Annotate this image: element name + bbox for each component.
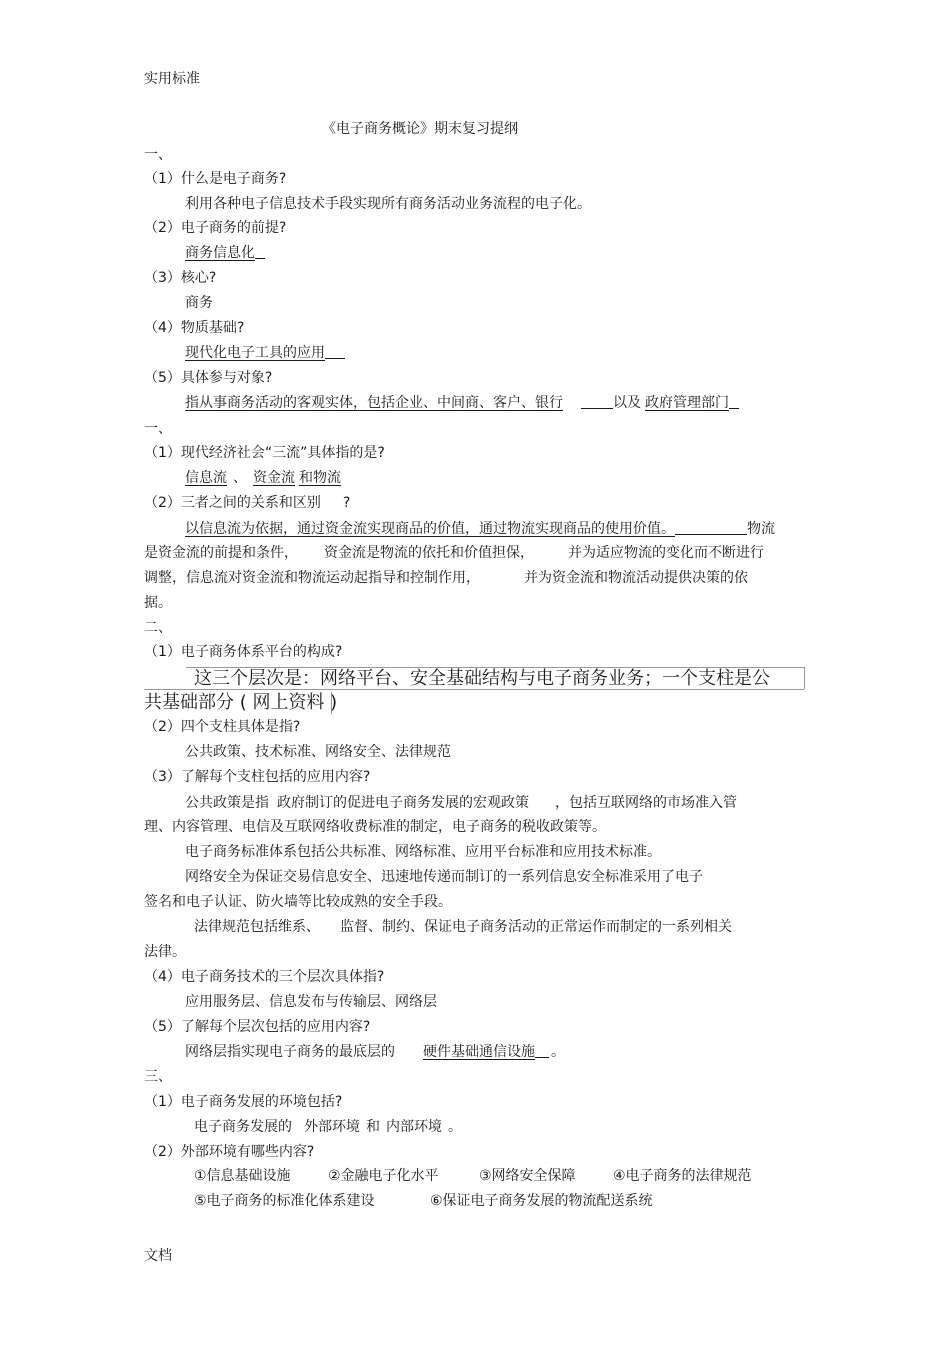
answer-connector: 以及 [613, 395, 641, 411]
paragraph-line: 理、内容管理、电信及互联网络收费标准的制定，电子商务的税收政策等。 [144, 819, 606, 835]
question: （1）什么是电子商务? [144, 171, 287, 187]
answer [185, 344, 345, 362]
pasted-text: 共基础部分 ( 网上资料 ) [144, 692, 338, 713]
paragraph-line: 据。 [144, 595, 172, 611]
answer-underlined: 硬件基础通信设施 [423, 1044, 535, 1060]
answer: 利用各种电子信息技术手段实现所有商务活动业务流程的电子化。 [185, 196, 591, 212]
question: （5）了解每个层次包括的应用内容? [144, 1019, 371, 1035]
paragraph-line [144, 569, 748, 587]
page-footer: 文档 [144, 1248, 172, 1264]
answer-underlined: 政府管理部门 [645, 395, 729, 411]
paragraph-line [185, 794, 737, 812]
paragraph-line: 电子商务标准体系包括公共标准、网络标准、应用平台标准和应用技术标准。 [185, 844, 661, 860]
paragraph-text: 资金流是物流的依托和价值担保， [324, 545, 534, 561]
answer-underlined: 信息流 [185, 470, 227, 486]
question: （2）电子商务的前提? [144, 220, 287, 236]
question: （1）现代经济社会“三流”具体指的是? [144, 445, 385, 461]
answer-underlined: 商务信息化 [185, 245, 255, 261]
paragraph-line: 签名和电子认证、防火墙等比较成熟的安全手段。 [144, 894, 452, 910]
pasted-box-border [804, 667, 805, 689]
answer-separator: 、 [233, 470, 247, 486]
answer-text: 。 [448, 1119, 462, 1135]
question: （2）四个支柱具体是指? [144, 719, 301, 735]
paragraph-text: 监督、制约、保证电子商务活动的正常运作而制定的一系列相关 [340, 919, 732, 935]
paragraph-line [185, 520, 775, 538]
list-item: ⑤电子商务的标准化体系建设 [194, 1193, 375, 1209]
section-heading: 三、 [144, 1069, 172, 1085]
answer-text: 网络层指实现电子商务的最底层的 [185, 1044, 395, 1060]
paragraph-text: 物流 [747, 521, 775, 537]
answer-text: 。 [551, 1044, 565, 1060]
blank-line [675, 520, 747, 535]
paragraph-text: 调整，信息流对资金流和物流运动起指导和控制作用， [144, 570, 480, 586]
answer-text: 内部环境 [386, 1119, 442, 1135]
answer-text: 电子商务发展的 [194, 1119, 292, 1135]
question: （1）电子商务体系平台的构成? [144, 644, 343, 660]
answer-underlined: 和物流 [299, 470, 341, 486]
answer: 应用服务层、信息发布与传输层、网络层 [185, 994, 437, 1010]
paragraph-line: 网络安全为保证交易信息安全、迅速地传递而制订的一系列信息安全标准采用了电子 [185, 869, 703, 885]
answer-text: 和 [366, 1119, 380, 1135]
question: （4）电子商务技术的三个层次具体指? [144, 969, 385, 985]
page-header: 实用标准 [144, 71, 200, 87]
question: （2）外部环境有哪些内容? [144, 1144, 315, 1160]
paragraph-line [194, 918, 732, 936]
paragraph-text: 并为资金流和物流活动提供决策的依 [524, 570, 748, 586]
answer: 商务 [185, 295, 213, 311]
paragraph-text: ，包括互联网络的市场准入管 [555, 795, 737, 811]
answer-underlined: 指从事商务活动的客观实体，包括企业、中间商、客户、银行 [185, 395, 563, 411]
paragraph-line [144, 544, 764, 562]
pasted-text: 这三个层次是：网络平台、安全基础结构与电子商务业务；一个支柱是公 [194, 668, 770, 689]
question: （3）核心? [144, 270, 217, 286]
blank-line [535, 1043, 549, 1058]
question: （4）物质基础? [144, 320, 245, 336]
question [144, 494, 350, 512]
answer [185, 469, 341, 487]
answer-underlined: 以信息流为依据，通过资金流实现商品的价值，通过物流实现商品的使用价值。 [185, 521, 675, 537]
list-item: ④电子商务的法律规范 [613, 1168, 752, 1184]
paragraph-text: 政府制订的促进电子商务发展的宏观政策 [277, 795, 529, 811]
section-heading: 一、 [144, 421, 172, 437]
blank-line [581, 394, 613, 409]
paragraph-text: 公共政策是指 [185, 795, 269, 811]
question: （5）具体参与对象? [144, 370, 273, 386]
section-heading: 二、 [144, 620, 172, 636]
answer-text: 外部环境 [304, 1119, 360, 1135]
blank-line [325, 344, 345, 359]
blank-line [255, 244, 265, 259]
document-title: 《电子商务概论》期末复习提纲 [322, 121, 518, 137]
answer [185, 1043, 565, 1061]
answer [185, 394, 739, 412]
answer-underlined: 现代化电子工具的应用 [185, 345, 325, 361]
question: （1）电子商务发展的环境包括? [144, 1094, 343, 1110]
paragraph-text: 是资金流的前提和条件， [144, 545, 298, 561]
paragraph-text: 法律规范包括维系、 [194, 919, 320, 935]
list-item: ③网络安全保障 [479, 1168, 576, 1184]
paragraph-text: 并为适应物流的变化而不断进行 [568, 545, 764, 561]
question-mark: ? [342, 495, 351, 511]
list-item: ②金融电子化水平 [328, 1168, 439, 1184]
paragraph-line: 法律。 [144, 944, 186, 960]
section-heading: 一、 [144, 147, 172, 163]
answer-underlined: 资金流 [253, 470, 295, 486]
list-item: ⑥保证电子商务发展的物流配送系统 [430, 1193, 653, 1209]
answer [194, 1118, 462, 1136]
question-text: （2）三者之间的关系和区别 [144, 495, 321, 511]
question: （3）了解每个支柱包括的应用内容? [144, 769, 371, 785]
blank-line [729, 394, 739, 409]
list-item: ①信息基础设施 [194, 1168, 291, 1184]
answer: 公共政策、技术标准、网络安全、法律规范 [185, 744, 451, 760]
answer [185, 244, 265, 262]
